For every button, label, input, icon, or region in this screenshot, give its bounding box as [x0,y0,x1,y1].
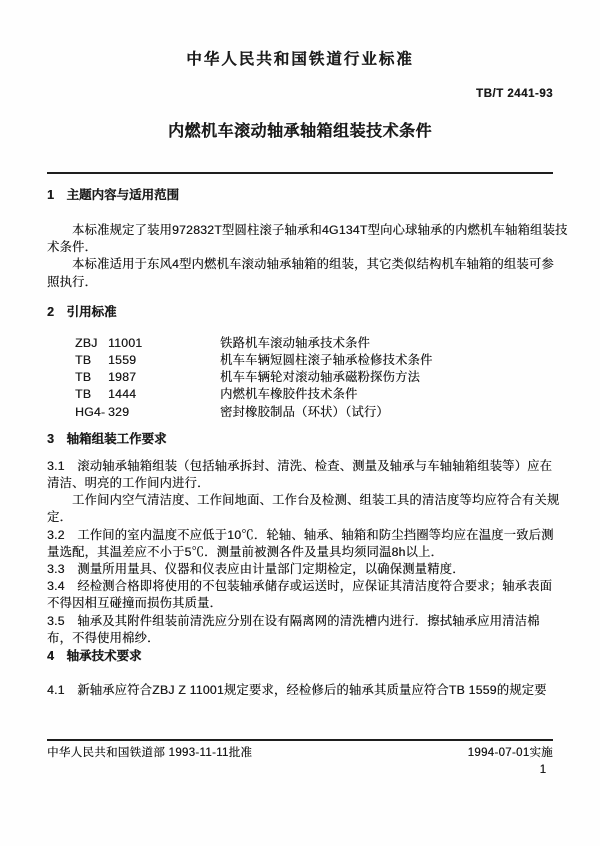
reference-row-title: 内燃机车橡胶件技术条件 [220,387,358,402]
paragraph-line: 本标准适用于东风4型内燃机车滚动轴承轴箱的组装，其它类似结构机车轴箱的组装可参 [47,257,554,272]
reference-row-code: TB [75,387,92,402]
page-number: 1 [539,764,546,776]
reference-row [75,404,553,421]
reference-row [75,386,553,403]
reference-row-number: 1987 [108,370,137,385]
paragraph-line: 4.1 新轴承应符合ZBJ Z 11001规定要求，经检修后的轴承其质量应符合TB 1559的规定要 [47,683,547,698]
footer-row [47,746,553,760]
paragraph-line: 3.2 工作间的室内温度不应低于10℃．轮轴、轴承、轴箱和防尘挡圈等均应在温度一致后测 [47,527,554,542]
paragraph-line: 3.5 轴承及其附件组装前清洗应分别在设有隔离网的清洗槽内进行．擦拭轴承应用清洁棉 [47,613,540,628]
section-heading: 2 引用标准 [47,304,117,319]
paragraph-line: 定． [47,510,72,525]
paragraph-line: 3.1 滚动轴承轴箱组装（包括轴承拆封、清洗、检查、测量及轴承与车轴轴箱组装等）应在 [47,458,553,473]
reference-row-code: TB [75,353,92,368]
paragraph-line: 量选配，其温差应不小于5℃．测量前被测各件及量具均须同温8h以上． [47,544,444,559]
reference-row-code: ZBJ [75,335,98,350]
header-rule [47,172,553,174]
footer [47,739,553,777]
paragraph-line: 布，不得使用棉纱． [47,630,160,645]
reference-row-title: 铁路机车滚动轴承技术条件 [220,335,370,350]
reference-row [75,335,553,352]
paragraph-line: 工作间内空气清洁度、工作间地面、工作台及检测、组装工具的清洁度等均应符合有关规 [47,493,560,508]
section-body [47,682,553,699]
reference-row-number: 1444 [108,387,137,402]
paragraph-line: 不得因相互碰撞而损伤其质量． [47,596,222,611]
section-body [47,222,568,291]
paragraph-line: 本标准规定了装用972832T型圆柱滚子轴承和4G134T型向心球轴承的内燃机车轴箱组装技 [47,223,568,237]
section-heading: 4 轴承技术要求 [47,649,142,664]
reference-row [75,369,553,386]
paragraph-line: 3.3 测量所用量具、仪器和仪表应由计量部门定期检定，以确保测量精度． [47,562,465,577]
section-heading: 3 轴箱组装工作要求 [47,431,167,446]
section-scope [47,187,568,291]
paragraph-line: 清洁、明亮的工作间内进行． [47,476,210,491]
reference-row-title: 密封橡胶制品（环状）（试行） [220,404,389,419]
approval-info: 中华人民共和国铁道部 1993-11-11批准 [47,747,253,759]
section-bearing-requirements [47,648,553,699]
section-body [47,458,560,647]
reference-row-number: 1559 [108,353,137,368]
paragraph-line: 3.4 经检测合格即将使用的不包装轴承储存或运送时，应保证其清洁度符合要求；轴承表面 [47,579,553,594]
reference-row-number: 329 [108,404,130,419]
implementation-date: 1994-07-01实施 [467,747,553,759]
reference-row-code: HG4- [75,404,106,419]
standard-number: TB/T 2441-93 [476,88,553,100]
paragraph-line: 术条件． [47,240,97,255]
standard-category-header: 中华人民共和国铁道行业标准 [186,51,414,68]
reference-row [75,352,553,369]
paragraph-line: 照执行． [47,274,97,289]
section-references [47,304,553,421]
reference-list [75,335,553,421]
reference-row-code: TB [75,370,92,385]
reference-row-number: 11001 [108,335,143,350]
document-title: 内燃机车滚动轴承轴箱组装技术条件 [167,123,432,140]
footer-rule [47,739,553,741]
section-heading: 1 主题内容与适用范围 [47,188,179,202]
section-assembly-requirements [47,431,560,647]
reference-row-title: 机车车辆轮对滚动轴承磁粉探伤方法 [220,370,420,385]
reference-row-title: 机车车辆短圆柱滚子轴承检修技术条件 [220,353,433,368]
